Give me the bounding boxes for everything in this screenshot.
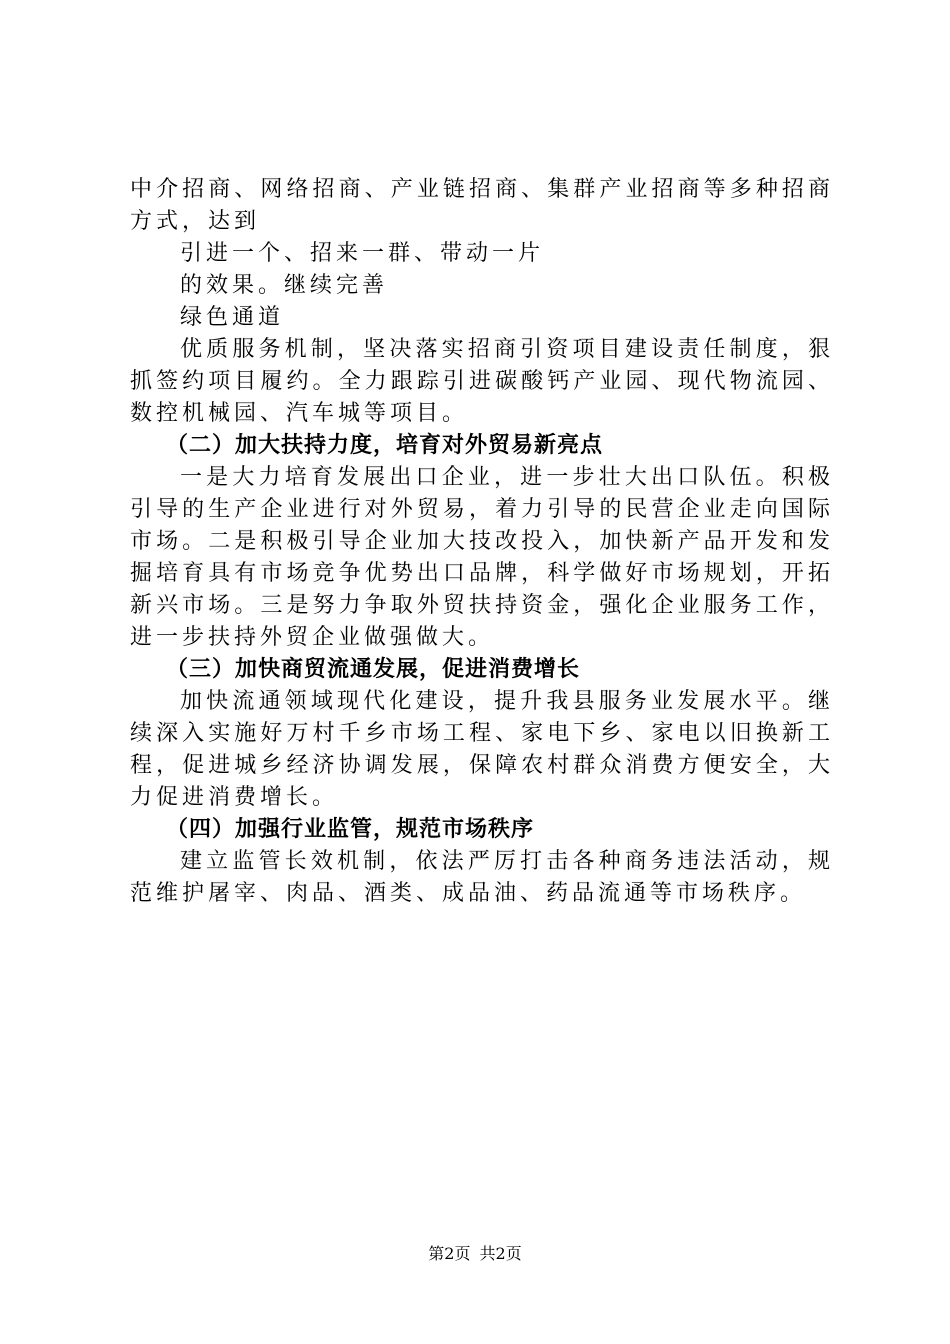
body-line: 数控机械园、汽车城等项目。 xyxy=(130,401,469,426)
page-footer xyxy=(0,1244,950,1264)
body-line: 程，促进城乡经济协调发展，保障农村群众消费方便安全，大 xyxy=(130,753,830,778)
section-heading-3: （三）加快商贸流通发展，促进消费增长 xyxy=(166,657,581,682)
body-line: 引进一个、招来一群、带动一片 xyxy=(180,241,545,266)
body-line: 的效果。继续完善 xyxy=(180,273,389,298)
body-line: 绿色通道 xyxy=(180,305,285,330)
body-line: 中介招商、网络招商、产业链招商、集群产业招商等多种招商 xyxy=(130,177,830,202)
body-line: 加快流通领域现代化建设，提升我县服务业发展水平。继 xyxy=(180,689,830,714)
body-line: 进一步扶持外贸企业做强做大。 xyxy=(130,625,495,650)
section-heading-2: （二）加大扶持力度，培育对外贸易新亮点 xyxy=(166,433,604,458)
body-line: 优质服务机制，坚决落实招商引资项目建设责任制度，狠 xyxy=(180,337,830,362)
body-line: 抓签约项目履约。全力跟踪引进碳酸钙产业园、现代物流园、 xyxy=(130,369,830,394)
page-number: 第2页 xyxy=(428,1244,471,1263)
body-line: 引导的生产企业进行对外贸易，着力引导的民营企业走向国际 xyxy=(130,497,830,522)
body-line: 掘培育具有市场竞争优势出口品牌，科学做好市场规划，开拓 xyxy=(130,561,830,586)
body-line: 一是大力培育发展出口企业，进一步壮大出口队伍。积极 xyxy=(180,465,830,490)
page-total: 共2页 xyxy=(479,1244,522,1263)
body-line: 续深入实施好万村千乡市场工程、家电下乡、家电以旧换新工 xyxy=(130,721,830,746)
body-line: 新兴市场。三是努力争取外贸扶持资金，强化企业服务工作， xyxy=(130,593,830,618)
document-body xyxy=(130,174,830,910)
section-heading-4: （四）加强行业监管，规范市场秩序 xyxy=(166,817,535,842)
body-line: 方式，达到 xyxy=(130,209,261,234)
body-line: 力促进消费增长。 xyxy=(130,785,339,810)
body-line: 范维护屠宰、肉品、酒类、成品油、药品流通等市场秩序。 xyxy=(130,881,807,906)
body-line: 市场。二是积极引导企业加大技改投入，加快新产品开发和发 xyxy=(130,529,830,554)
body-line: 建立监管长效机制，依法严厉打击各种商务违法活动，规 xyxy=(180,849,830,874)
